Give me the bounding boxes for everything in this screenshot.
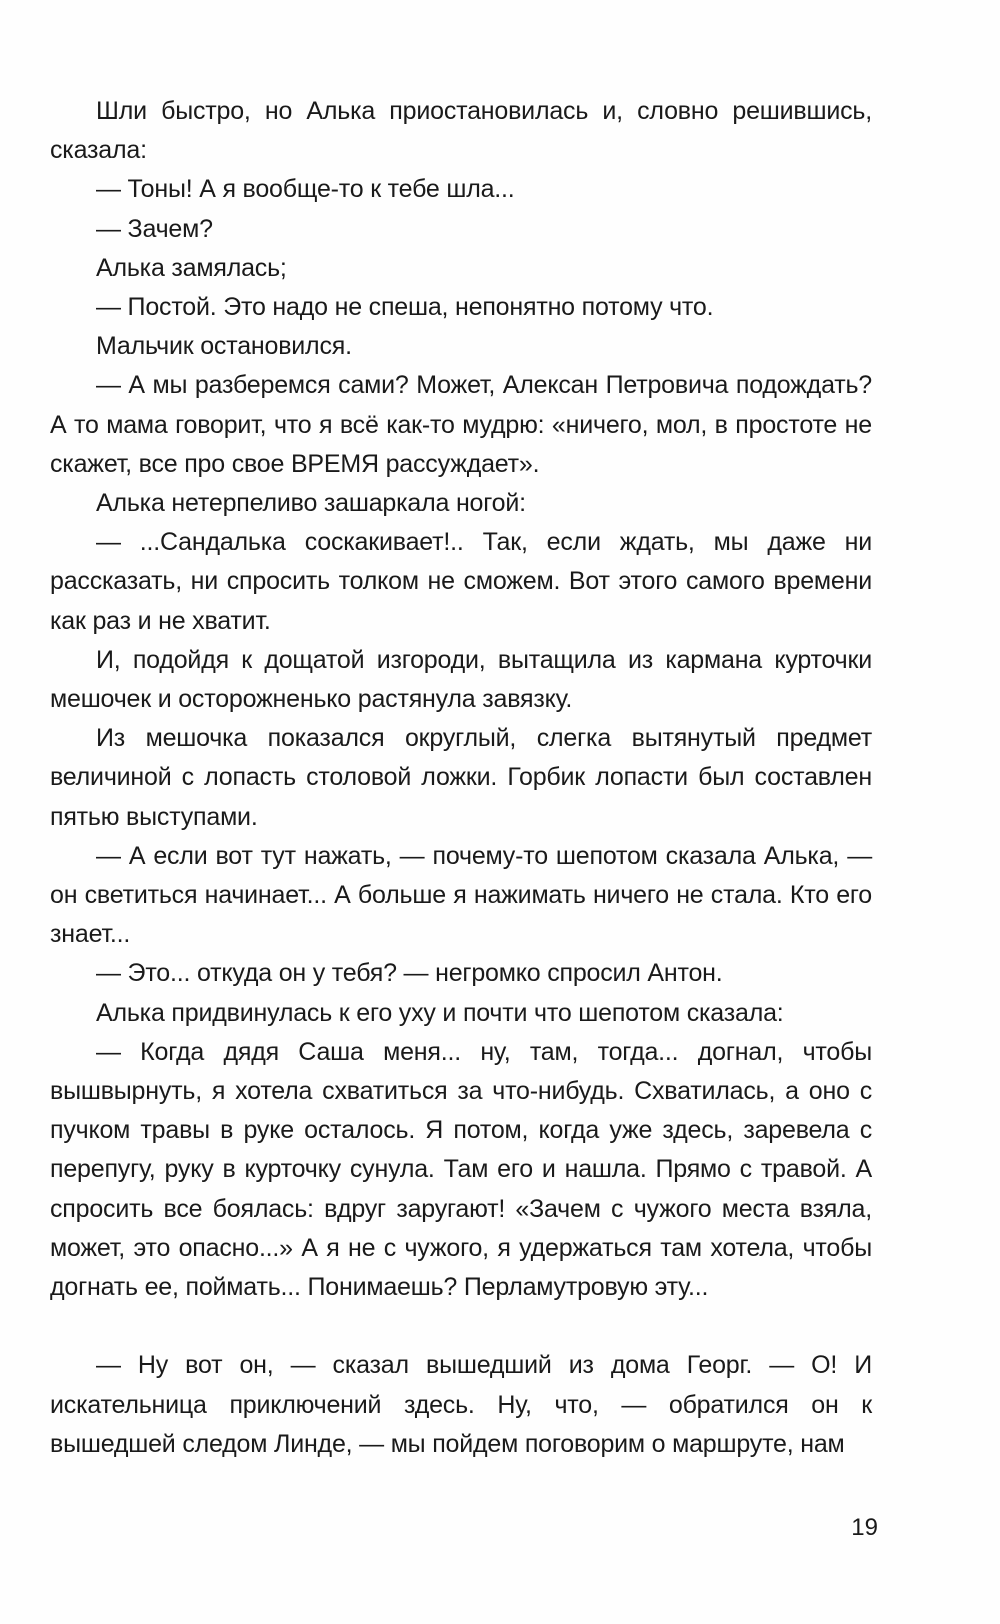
paragraph: — Зачем? [96, 214, 213, 243]
section-break [50, 1307, 872, 1346]
paragraph: Шли быстро, но Алька приостановилась и, словно решившись, сказала: [50, 97, 872, 165]
paragraph: — Это... откуда он у тебя? — негромко спросил Антон. [96, 959, 723, 988]
paragraph: — А мы разберемся сами? Может, Алексан Петровича подождать? А то мама говорит, что я всё как-то мудрю: «ничего, мол, в простоте не скажет, все про свое ВРЕМЯ рассуждает». [50, 371, 872, 478]
paragraph: — Тоны! А я вообще-то к тебе шла... [96, 175, 515, 204]
paragraph: Алька замялась; [96, 253, 287, 282]
body-text [50, 92, 872, 1464]
paragraph: — Постой. Это надо не спеша, непонятно потому что. [96, 293, 714, 322]
paragraph: Алька нетерпеливо зашаркала ногой: [96, 489, 526, 518]
paragraph: — Ну вот он, — сказал вышедший из дома Георг. — О! И искательница приключений здесь. Ну, что, — обратился он к вышедшей следом Линде, — мы пойдем поговорим о маршруте, нам [50, 1351, 872, 1458]
paragraph: — ...Сандалька соскакивает!.. Так, если ждать, мы даже ни рассказать, ни спросить толком не сможем. Вот этого самого времени как раз и не хватит. [50, 528, 872, 635]
paragraph: И, подойдя к дощатой изгороди, вытащила из кармана курточки мешочек и осторожненько растянула завязку. [50, 645, 872, 714]
paragraph: Алька придвинулась к его уху и почти что шепотом сказала: [96, 998, 784, 1027]
paragraph: Мальчик остановился. [96, 332, 352, 361]
paragraph: — Когда дядя Саша меня... ну, там, тогда... догнал, чтобы вышвырнуть, я хотела схватиться за что-нибудь. Схватилась, а оно с пучком травы в руке осталось. Я потом, когда уже здесь, заревела с перепугу, руку в курточку сунула. Там его и нашла. Прямо с травой. А спросить все боялась: вдруг заругают! «Зачем с чужого места взяла, может, это опасно...» А я не с чужого, я удержаться там хотела, чтобы догнать ее, поймать... Понимаешь? Перламутровую эту... [50, 1037, 872, 1302]
page-number: 19 [851, 1514, 878, 1541]
paragraph: — А если вот тут нажать, — почему-то шепотом сказала Алька, — он светиться начинает... А больше я нажимать ничего не стала. Кто его знает... [50, 841, 872, 949]
paragraph: Из мешочка показался округлый, слегка вытянутый предмет величиной с лопасть столовой ложки. Горбик лопасти был составлен пятью выступами. [50, 724, 872, 831]
